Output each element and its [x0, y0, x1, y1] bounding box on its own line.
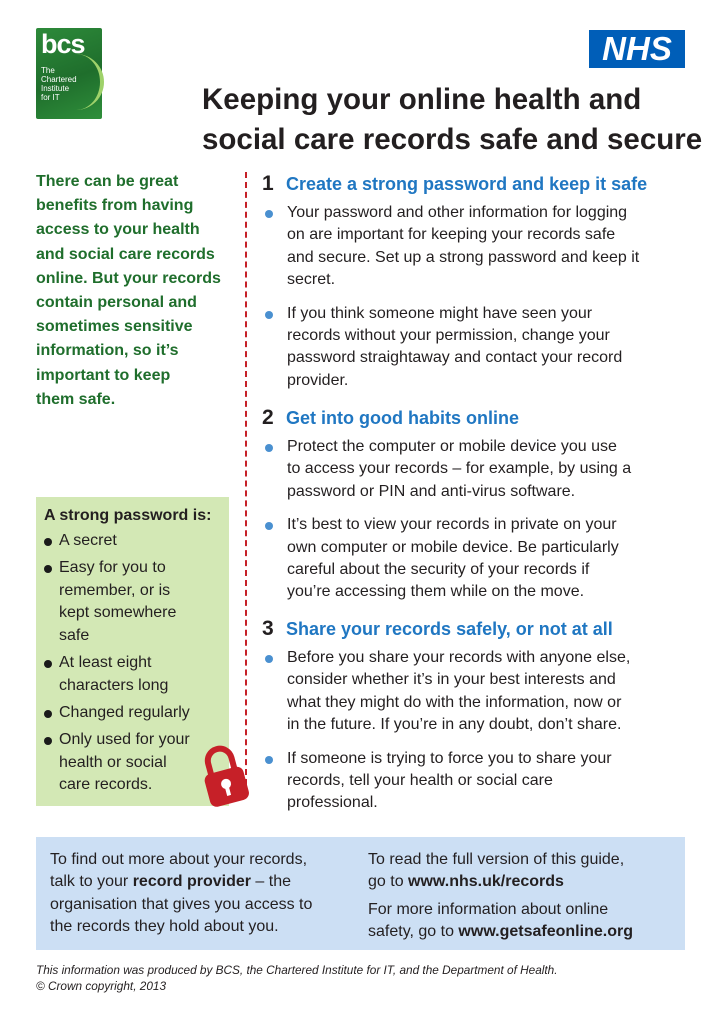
list-item	[44, 702, 229, 725]
list-item-line: Changed regularly	[59, 703, 190, 721]
list-item	[44, 557, 229, 647]
info-panel	[36, 837, 685, 950]
list-item	[262, 748, 702, 815]
bullet-icon	[44, 538, 52, 546]
list-item	[262, 303, 702, 393]
intro-text	[36, 170, 236, 412]
bullet-line: you’re accessing them while on the move.	[287, 583, 585, 601]
list-item	[44, 652, 229, 697]
section-title: Get into good habits online	[286, 408, 519, 428]
getsafeonline-link[interactable]: www.getsafeonline.org	[458, 923, 633, 941]
footer-line: This information was produced by BCS, the Chartered Institute for IT, and the Department of Health.	[36, 963, 558, 977]
bullet-icon	[265, 756, 273, 764]
section-heading	[262, 406, 702, 432]
info-line: For more information about online	[368, 900, 609, 918]
bcs-logo	[36, 28, 102, 119]
bullet-line: careful about the security of your records if	[287, 561, 590, 579]
bullet-line: Before you share your records with anyone else,	[287, 649, 631, 666]
bcs-tagline-line: Institute	[41, 84, 70, 93]
bullet-icon	[44, 710, 52, 718]
footer-credit	[36, 962, 696, 994]
info-text: go to	[368, 873, 409, 891]
info-text: safety, go to	[368, 923, 459, 941]
intro-line: important to keep	[36, 366, 171, 384]
section-bullets	[262, 647, 702, 815]
section-number: 3	[262, 617, 274, 640]
info-line: the records they hold about you.	[50, 918, 279, 936]
bullet-line: If someone is trying to force you to share your	[287, 749, 612, 767]
bcs-logo-swoosh	[72, 54, 104, 110]
intro-line: and social care records	[36, 245, 215, 263]
section-heading	[262, 617, 702, 643]
intro-line: contain personal and	[36, 294, 197, 312]
list-item	[262, 647, 702, 737]
bullet-line: It’s best to view your records in private on your	[287, 516, 617, 534]
section-title: Share your records safely, or not at all	[286, 619, 613, 639]
nhs-logo-text: NHS	[602, 30, 672, 67]
strong-password-title: A strong password is:	[44, 507, 212, 524]
title-line: Keeping your online health and	[202, 83, 642, 116]
list-item-line: Only used for your	[59, 731, 190, 749]
list-item-line: kept somewhere	[59, 604, 177, 622]
bullet-icon	[265, 444, 273, 452]
bullet-icon	[265, 522, 273, 530]
padlock-icon	[200, 740, 250, 812]
nhs-records-link[interactable]: www.nhs.uk/records	[408, 873, 564, 891]
bcs-tagline-line: for IT	[41, 93, 60, 102]
page-title	[202, 80, 702, 160]
section-title: Create a strong password and keep it safe	[286, 174, 648, 194]
section-number: 2	[262, 406, 274, 429]
info-line: To find out more about your records,	[50, 851, 308, 868]
intro-line: information, so it’s	[36, 342, 179, 360]
info-line: To read the full version of this guide,	[368, 851, 625, 868]
bullet-line: professional.	[287, 794, 378, 812]
info-line	[368, 871, 678, 893]
bcs-tagline-line: The	[41, 66, 55, 75]
list-item-line: Easy for you to	[59, 559, 166, 577]
list-item	[262, 514, 702, 604]
info-panel-left	[50, 849, 355, 939]
bullet-line: in the future. If you’re in any doubt, don’t share.	[287, 716, 622, 734]
bullet-line: password or PIN and anti-virus software.	[287, 482, 576, 500]
info-line	[368, 921, 678, 943]
bullet-icon	[44, 737, 52, 745]
info-text: talk to your	[50, 873, 133, 891]
intro-line: them safe.	[36, 390, 116, 408]
record-provider-term: record provider	[132, 873, 251, 891]
list-item-line: safe	[59, 626, 90, 644]
bullet-line: Your password and other information for logging	[287, 204, 628, 221]
info-line	[50, 871, 355, 893]
intro-line: sometimes sensitive	[36, 318, 193, 336]
list-item-line: characters long	[59, 676, 169, 694]
section-heading	[262, 172, 702, 198]
intro-line: access to your health	[36, 221, 200, 239]
list-item-line: health or social	[59, 753, 167, 771]
bullet-line: and secure. Set up a strong password and keep it	[287, 248, 640, 266]
bullet-line: Protect the computer or mobile device you use	[287, 438, 617, 455]
bullet-line: what they might do with the information, now or	[287, 693, 622, 711]
nhs-logo	[589, 30, 685, 68]
section-share-safely	[262, 617, 702, 815]
bullet-line: records, tell your health or social care	[287, 772, 553, 790]
section-number: 1	[262, 172, 274, 195]
list-item-line: A secret	[59, 532, 117, 549]
bullet-icon	[44, 565, 52, 573]
bullet-icon	[265, 311, 273, 319]
info-panel-right	[368, 849, 678, 944]
bullet-line: password straightaway and contact your record	[287, 349, 623, 367]
bcs-tagline-line: Chartered	[41, 75, 77, 84]
bullet-line: consider whether it’s in your best interests and	[287, 671, 616, 689]
section-good-habits	[262, 406, 702, 604]
bullet-icon	[265, 210, 273, 218]
bullet-line: If you think someone might have seen your	[287, 304, 593, 322]
list-item-line: care records.	[59, 776, 153, 794]
list-item	[44, 530, 229, 553]
info-text: – the	[250, 873, 291, 891]
bullet-line: secret.	[287, 271, 336, 289]
intro-line: benefits from having	[36, 197, 194, 215]
intro-line: There can be great	[36, 173, 179, 190]
dashed-divider	[245, 172, 247, 785]
list-item-line: remember, or is	[59, 581, 171, 599]
section-bullets	[262, 436, 702, 604]
bullet-line: records without your permission, change your	[287, 327, 610, 345]
list-item	[262, 202, 702, 292]
intro-line: online. But your records	[36, 269, 221, 287]
section-bullets	[262, 202, 702, 392]
bullet-line: own computer or mobile device. Be particularly	[287, 538, 619, 556]
bullet-line: on are important for keeping your records safe	[287, 226, 616, 244]
info-line: organisation that gives you access to	[50, 895, 313, 913]
footer-line: © Crown copyright, 2013	[36, 979, 167, 993]
list-item	[262, 436, 702, 503]
bullet-line: provider.	[287, 371, 349, 389]
bullet-icon	[44, 660, 52, 668]
bullet-icon	[265, 655, 273, 663]
bullet-line: to access your records – for example, by using a	[287, 460, 632, 478]
list-item-line: At least eight	[59, 654, 152, 672]
title-line: social care records safe and secure	[202, 123, 703, 156]
bcs-logo-word: bcs	[41, 29, 85, 59]
section-strong-password	[262, 172, 702, 392]
